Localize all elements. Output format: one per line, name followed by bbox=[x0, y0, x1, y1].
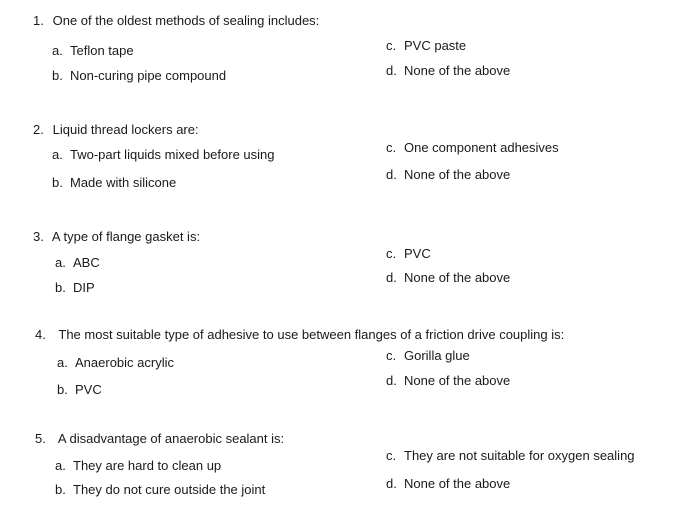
option-c bbox=[386, 38, 466, 54]
option-text: PVC bbox=[75, 382, 102, 397]
option-text: Gorilla glue bbox=[404, 348, 470, 363]
option-letter: b. bbox=[55, 482, 66, 497]
option-letter: b. bbox=[55, 280, 66, 295]
option-text: Two-part liquids mixed before using bbox=[70, 147, 275, 162]
option-letter: d. bbox=[386, 167, 397, 182]
option-text: Teflon tape bbox=[70, 43, 134, 58]
option-letter: c. bbox=[386, 246, 397, 261]
option-letter: c. bbox=[386, 38, 397, 53]
option-text: None of the above bbox=[404, 373, 511, 388]
option-text: PVC paste bbox=[404, 38, 467, 53]
option-text: None of the above bbox=[404, 167, 511, 182]
option-d bbox=[386, 167, 510, 183]
option-letter: d. bbox=[386, 63, 397, 78]
question-number: 1. bbox=[33, 13, 44, 28]
option-a bbox=[55, 255, 100, 271]
question-text: A disadvantage of anaerobic sealant is: bbox=[57, 431, 285, 446]
option-letter: b. bbox=[52, 175, 63, 190]
option-d bbox=[386, 476, 510, 492]
option-c bbox=[386, 246, 431, 262]
option-text: Anaerobic acrylic bbox=[75, 355, 174, 370]
option-letter: c. bbox=[386, 348, 397, 363]
option-text: None of the above bbox=[404, 476, 511, 491]
option-letter: d. bbox=[386, 476, 397, 491]
option-d bbox=[386, 373, 510, 389]
question-3 bbox=[33, 229, 200, 245]
option-letter: c. bbox=[386, 448, 397, 463]
option-c bbox=[386, 448, 635, 464]
option-d bbox=[386, 270, 510, 286]
question-text: A type of flange gasket is: bbox=[51, 229, 201, 244]
option-a bbox=[57, 355, 174, 371]
option-text: They are not suitable for oxygen sealing bbox=[404, 448, 635, 463]
option-b bbox=[52, 175, 176, 191]
question-2 bbox=[33, 122, 199, 138]
option-b bbox=[57, 382, 102, 398]
option-d bbox=[386, 63, 510, 79]
option-letter: a. bbox=[52, 147, 63, 162]
option-b bbox=[55, 482, 265, 498]
question-1 bbox=[33, 13, 319, 29]
option-a bbox=[55, 458, 221, 474]
question-5 bbox=[35, 431, 284, 447]
question-number: 2. bbox=[33, 122, 44, 137]
option-text: Non-curing pipe compound bbox=[70, 68, 227, 83]
option-text: PVC bbox=[404, 246, 431, 261]
option-letter: c. bbox=[386, 140, 397, 155]
option-a bbox=[52, 147, 275, 163]
option-text: They are hard to clean up bbox=[73, 458, 222, 473]
option-text: None of the above bbox=[404, 63, 511, 78]
option-letter: d. bbox=[386, 373, 397, 388]
option-letter: b. bbox=[57, 382, 68, 397]
option-text: None of the above bbox=[404, 270, 511, 285]
option-a bbox=[52, 43, 134, 59]
option-letter: b. bbox=[52, 68, 63, 83]
option-letter: a. bbox=[55, 255, 66, 270]
option-text: DIP bbox=[73, 280, 95, 295]
option-c bbox=[386, 140, 559, 156]
question-text: The most suitable type of adhesive to use between flanges of a friction drive coupling is: bbox=[58, 327, 565, 342]
option-text: ABC bbox=[73, 255, 100, 270]
option-text: They do not cure outside the joint bbox=[73, 482, 266, 497]
option-letter: a. bbox=[57, 355, 68, 370]
question-number: 3. bbox=[33, 229, 44, 244]
option-b bbox=[55, 280, 95, 296]
option-text: Made with silicone bbox=[70, 175, 177, 190]
question-4 bbox=[35, 327, 564, 343]
option-b bbox=[52, 68, 226, 84]
option-letter: a. bbox=[55, 458, 66, 473]
question-number: 5. bbox=[35, 431, 46, 446]
option-letter: d. bbox=[386, 270, 397, 285]
option-c bbox=[386, 348, 470, 364]
option-text: One component adhesives bbox=[404, 140, 559, 155]
question-number: 4. bbox=[35, 327, 46, 342]
option-letter: a. bbox=[52, 43, 63, 58]
question-text: Liquid thread lockers are: bbox=[52, 122, 199, 137]
question-text: One of the oldest methods of sealing includes: bbox=[52, 13, 320, 28]
